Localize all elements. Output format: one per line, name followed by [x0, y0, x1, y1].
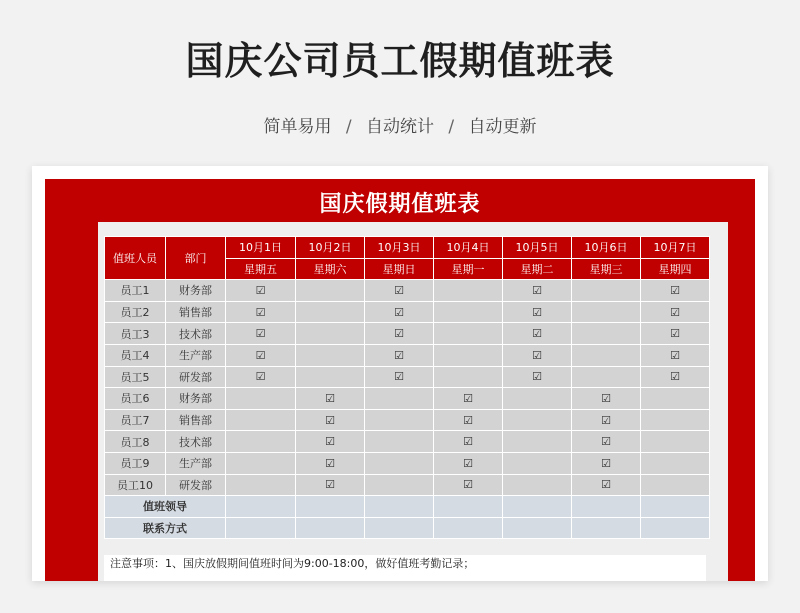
checked-box-icon: ☑	[670, 283, 680, 297]
department-cell[interactable]: 研发部	[166, 474, 226, 496]
subtitle	[0, 112, 800, 137]
checked-box-icon: ☑	[394, 305, 404, 319]
header-weekday: 星期日	[365, 258, 434, 280]
duty-cell[interactable]	[503, 366, 572, 388]
employee-name-cell[interactable]: 员工8	[105, 431, 166, 453]
footer-row	[105, 496, 710, 518]
table-row	[105, 323, 710, 345]
duty-cell[interactable]	[434, 366, 503, 388]
duty-cell[interactable]	[434, 323, 503, 345]
checked-box-icon: ☑	[532, 283, 542, 297]
duty-cell[interactable]	[226, 431, 296, 453]
header-date: 10月1日	[226, 237, 296, 259]
duty-cell[interactable]	[572, 366, 641, 388]
footer-input-cell[interactable]	[365, 496, 434, 518]
sheet-area	[98, 222, 728, 581]
checked-box-icon: ☑	[601, 478, 611, 492]
duty-cell[interactable]	[572, 323, 641, 345]
employee-name-cell[interactable]: 员工2	[105, 301, 166, 323]
duty-cell[interactable]	[296, 301, 365, 323]
duty-cell[interactable]	[296, 366, 365, 388]
table-row	[105, 344, 710, 366]
duty-cell[interactable]	[641, 366, 710, 388]
table-row	[105, 280, 710, 302]
page-title: 国庆公司员工假期值班表	[185, 39, 615, 83]
checked-box-icon: ☑	[394, 283, 404, 297]
duty-cell[interactable]	[434, 474, 503, 496]
checked-box-icon: ☑	[394, 327, 404, 341]
duty-cell[interactable]	[226, 344, 296, 366]
header-weekday: 星期三	[572, 258, 641, 280]
duty-cell[interactable]	[503, 452, 572, 474]
checked-box-icon: ☑	[463, 413, 473, 427]
duty-cell[interactable]	[296, 280, 365, 302]
duty-cell[interactable]	[296, 474, 365, 496]
checked-box-icon: ☑	[325, 456, 335, 470]
duty-cell[interactable]	[365, 366, 434, 388]
table-row	[105, 388, 710, 410]
checked-box-icon: ☑	[670, 348, 680, 362]
duty-cell[interactable]	[503, 344, 572, 366]
checked-box-icon: ☑	[670, 370, 680, 384]
subtitle-part-2: 自动统计	[366, 117, 434, 137]
duty-cell[interactable]	[503, 388, 572, 410]
department-cell[interactable]: 销售部	[166, 301, 226, 323]
table-row	[105, 301, 710, 323]
header-weekday: 星期五	[226, 258, 296, 280]
duty-cell[interactable]	[641, 388, 710, 410]
spreadsheet-preview-card	[32, 166, 768, 581]
checked-box-icon: ☑	[463, 435, 473, 449]
table-row	[105, 409, 710, 431]
duty-cell[interactable]	[503, 323, 572, 345]
table-row	[105, 452, 710, 474]
duty-cell[interactable]	[365, 280, 434, 302]
checked-box-icon: ☑	[255, 348, 266, 362]
notes-text: 注意事项：1、国庆放假期间值班时间为9:00-18:00，做好值班考勤记录；	[104, 555, 706, 581]
header-date: 10月3日	[365, 237, 434, 259]
checked-box-icon: ☑	[325, 435, 335, 449]
checked-box-icon: ☑	[255, 305, 266, 319]
checked-box-icon: ☑	[532, 348, 542, 362]
footer-input-cell[interactable]	[434, 517, 503, 539]
department-cell[interactable]: 生产部	[166, 452, 226, 474]
footer-input-cell[interactable]	[503, 517, 572, 539]
subtitle-separator-2: /	[448, 117, 455, 137]
employee-name-cell[interactable]: 员工10	[105, 474, 166, 496]
employee-name-cell[interactable]: 员工6	[105, 388, 166, 410]
duty-cell[interactable]	[296, 388, 365, 410]
department-cell[interactable]: 财务部	[166, 280, 226, 302]
department-cell[interactable]: 技术部	[166, 323, 226, 345]
duty-cell[interactable]	[365, 301, 434, 323]
checked-box-icon: ☑	[394, 348, 404, 362]
checked-box-icon: ☑	[670, 327, 680, 341]
department-cell[interactable]: 技术部	[166, 431, 226, 453]
duty-cell[interactable]	[296, 344, 365, 366]
checked-box-icon: ☑	[394, 370, 404, 384]
duty-cell[interactable]	[365, 388, 434, 410]
footer-input-cell[interactable]	[296, 496, 365, 518]
header-date: 10月7日	[641, 237, 710, 259]
duty-cell[interactable]	[572, 431, 641, 453]
duty-cell[interactable]	[365, 452, 434, 474]
duty-cell[interactable]	[503, 474, 572, 496]
subtitle-separator-1: /	[345, 117, 352, 137]
checked-box-icon: ☑	[463, 478, 473, 492]
duty-cell[interactable]	[572, 388, 641, 410]
footer-input-cell[interactable]	[641, 517, 710, 539]
duty-cell[interactable]	[365, 409, 434, 431]
duty-cell[interactable]	[226, 280, 296, 302]
checked-box-icon: ☑	[601, 435, 611, 449]
header-date: 10月5日	[503, 237, 572, 259]
checked-box-icon: ☑	[255, 327, 266, 341]
duty-cell[interactable]	[641, 280, 710, 302]
duty-cell[interactable]	[503, 431, 572, 453]
duty-cell[interactable]	[296, 452, 365, 474]
footer-input-cell[interactable]	[572, 517, 641, 539]
checked-box-icon: ☑	[463, 391, 473, 405]
duty-cell[interactable]	[296, 323, 365, 345]
duty-cell[interactable]	[226, 301, 296, 323]
header-dept: 部门	[166, 237, 226, 280]
checked-box-icon: ☑	[532, 327, 542, 341]
duty-cell[interactable]	[226, 452, 296, 474]
duty-cell[interactable]	[226, 409, 296, 431]
footer-input-cell[interactable]	[572, 496, 641, 518]
employee-name-cell[interactable]: 员工1	[105, 280, 166, 302]
duty-cell[interactable]	[503, 301, 572, 323]
header-weekday: 星期二	[503, 258, 572, 280]
duty-cell[interactable]	[365, 323, 434, 345]
header-date: 10月6日	[572, 237, 641, 259]
duty-cell[interactable]	[572, 409, 641, 431]
duty-cell[interactable]	[434, 431, 503, 453]
footer-input-cell[interactable]	[641, 496, 710, 518]
checked-box-icon: ☑	[463, 456, 473, 470]
checked-box-icon: ☑	[601, 456, 611, 470]
duty-cell[interactable]	[641, 409, 710, 431]
duty-cell[interactable]	[641, 452, 710, 474]
duty-cell[interactable]	[572, 452, 641, 474]
duty-table	[104, 236, 710, 539]
employee-name-cell[interactable]: 员工7	[105, 409, 166, 431]
duty-cell[interactable]	[296, 409, 365, 431]
employee-name-cell[interactable]: 员工3	[105, 323, 166, 345]
footer-row	[105, 517, 710, 539]
header-weekday: 星期六	[296, 258, 365, 280]
table-row	[105, 431, 710, 453]
duty-cell[interactable]	[434, 301, 503, 323]
checked-box-icon: ☑	[670, 305, 680, 319]
department-cell[interactable]: 销售部	[166, 409, 226, 431]
duty-cell[interactable]	[365, 474, 434, 496]
duty-cell[interactable]	[296, 431, 365, 453]
header-weekday: 星期一	[434, 258, 503, 280]
subtitle-part-1: 简单易用	[263, 117, 332, 137]
checked-box-icon: ☑	[325, 391, 335, 405]
employee-name-cell[interactable]: 员工4	[105, 344, 166, 366]
duty-cell[interactable]	[641, 301, 710, 323]
duty-cell[interactable]	[226, 388, 296, 410]
employee-name-cell[interactable]: 员工5	[105, 366, 166, 388]
duty-cell[interactable]	[434, 409, 503, 431]
sheet-frame	[45, 179, 755, 581]
subtitle-part-3: 自动更新	[468, 117, 537, 137]
duty-cell[interactable]	[641, 474, 710, 496]
footer-input-cell[interactable]	[226, 496, 296, 518]
checked-box-icon: ☑	[601, 413, 611, 427]
duty-cell[interactable]	[434, 388, 503, 410]
department-cell[interactable]: 生产部	[166, 344, 226, 366]
header-person: 值班人员	[105, 237, 166, 280]
footer-input-cell[interactable]	[365, 517, 434, 539]
checked-box-icon: ☑	[532, 305, 542, 319]
header-date: 10月2日	[296, 237, 365, 259]
duty-cell[interactable]	[365, 344, 434, 366]
header-date: 10月4日	[434, 237, 503, 259]
duty-cell[interactable]	[572, 474, 641, 496]
footer-input-cell[interactable]	[434, 496, 503, 518]
footer-input-cell[interactable]	[226, 517, 296, 539]
duty-cell[interactable]	[226, 474, 296, 496]
footer-input-cell[interactable]	[296, 517, 365, 539]
checked-box-icon: ☑	[255, 283, 266, 297]
checked-box-icon: ☑	[601, 391, 611, 405]
duty-cell[interactable]	[434, 344, 503, 366]
department-cell[interactable]: 财务部	[166, 388, 226, 410]
duty-cell[interactable]	[572, 301, 641, 323]
duty-cell[interactable]	[503, 409, 572, 431]
duty-cell[interactable]	[572, 344, 641, 366]
duty-cell[interactable]	[572, 280, 641, 302]
duty-cell[interactable]	[226, 323, 296, 345]
footer-label-cell: 联系方式	[105, 517, 226, 539]
footer-label-cell: 值班领导	[105, 496, 226, 518]
duty-cell[interactable]	[365, 431, 434, 453]
checked-box-icon: ☑	[532, 370, 542, 384]
duty-cell[interactable]	[503, 280, 572, 302]
checked-box-icon: ☑	[325, 478, 335, 492]
department-cell[interactable]: 研发部	[166, 366, 226, 388]
duty-cell[interactable]	[641, 323, 710, 345]
duty-cell[interactable]	[641, 344, 710, 366]
table-row	[105, 474, 710, 496]
employee-name-cell[interactable]: 员工9	[105, 452, 166, 474]
duty-cell[interactable]	[226, 366, 296, 388]
checked-box-icon: ☑	[325, 413, 335, 427]
checked-box-icon: ☑	[255, 370, 266, 384]
table-row	[105, 366, 710, 388]
header-weekday: 星期四	[641, 258, 710, 280]
duty-cell[interactable]	[434, 280, 503, 302]
duty-cell[interactable]	[641, 431, 710, 453]
duty-cell[interactable]	[434, 452, 503, 474]
footer-input-cell[interactable]	[503, 496, 572, 518]
header-row-dates	[105, 237, 710, 259]
sheet-title: 国庆假期值班表	[319, 192, 481, 217]
